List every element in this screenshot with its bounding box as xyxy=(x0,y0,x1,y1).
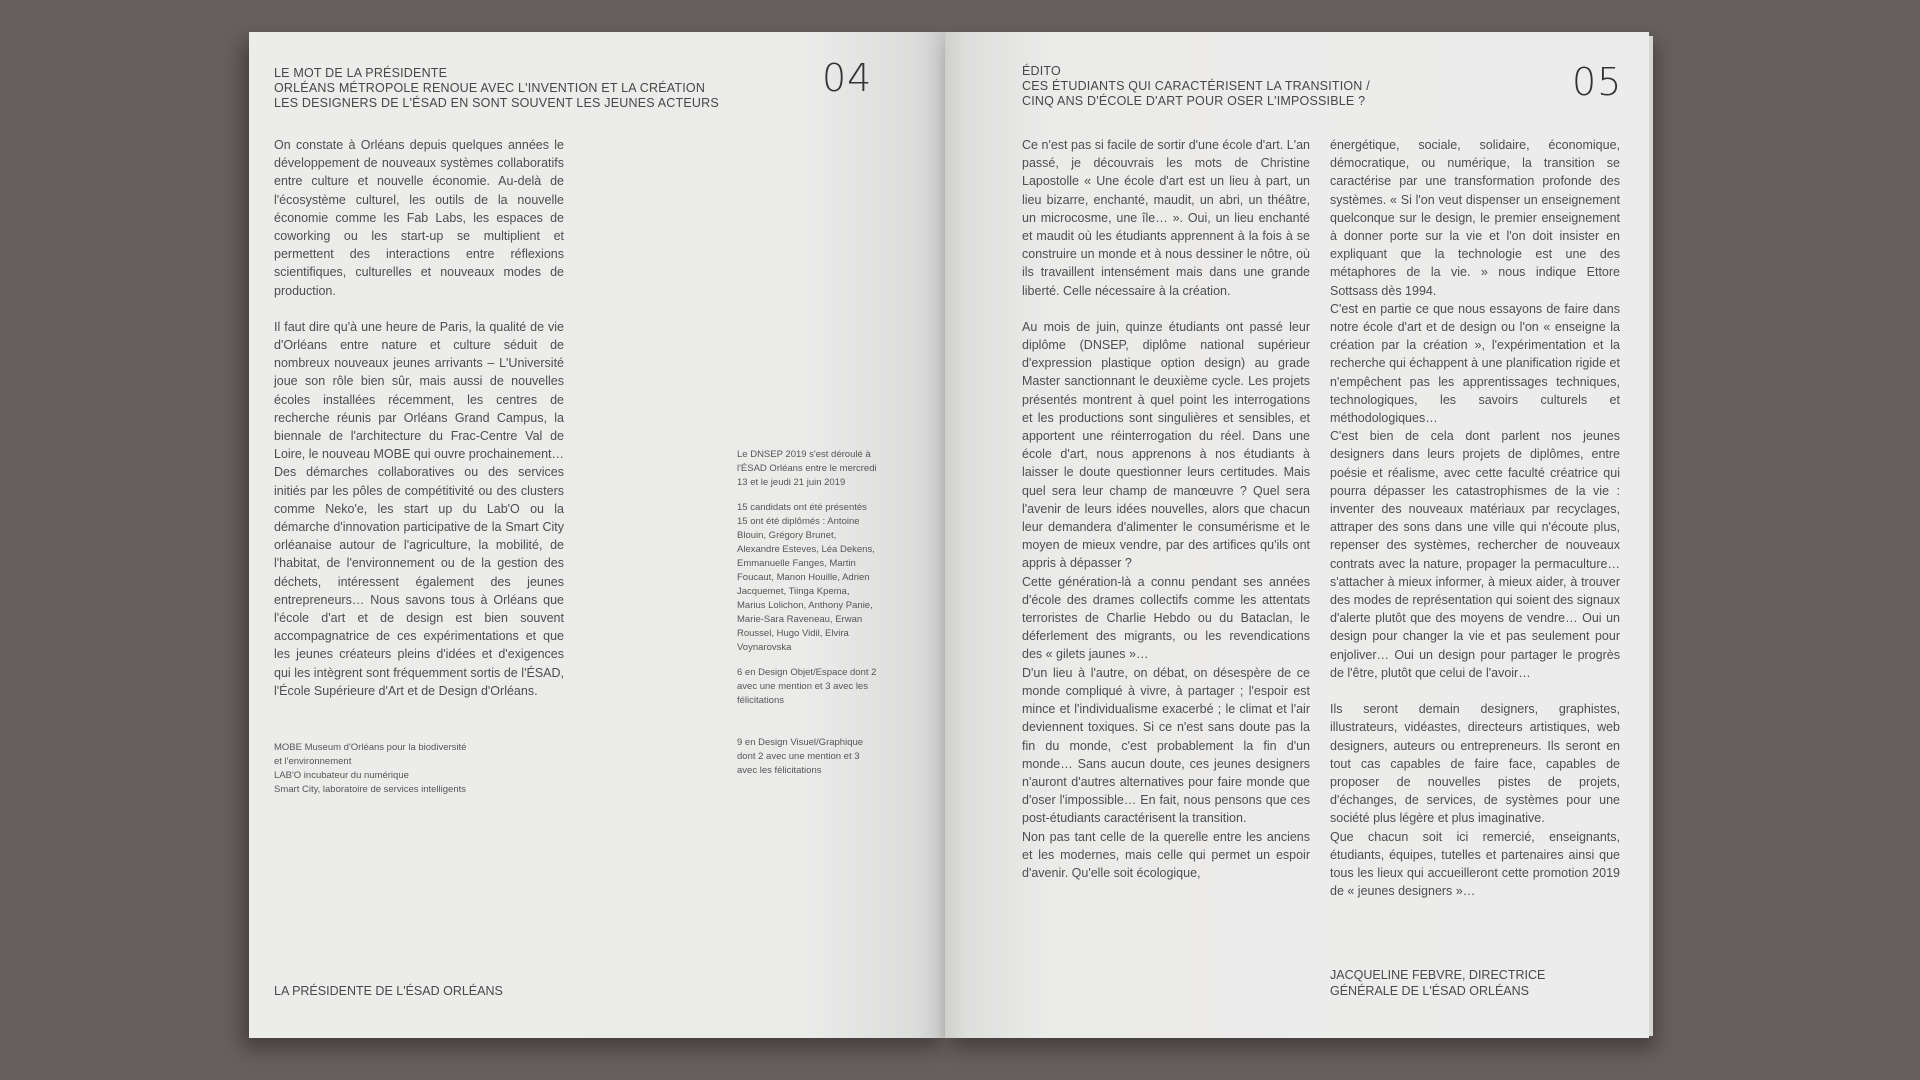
paragraph: Au mois de juin, quinze étudiants ont passé leur diplôme (DNSEP, diplôme national supérieur d'expression plastique option design) au grade Master sanctionnant le deuxième cycle. Les projets présentés montrent à quel point les interrogations et les productions sont singulières et sensibles, et apportent une réinterrogation du réel. Dans une école d'art, nous apprenons à nos étudiants à laisser le doute questionner leurs certitudes. Mais quel sera leur champ de manœuvre ? Quel sera l'avenir de leurs idées nouvelles, alors que chacun leur demandera d'alimenter le consumérisme et le moyen de mieux vendre, par des artifices qu'ils ont appris à dépasser ? xyxy=(1022,319,1310,571)
header-headline-1: ORLÉANS MÉTROPOLE RENOUE AVEC L'INVENTION ET LA CRÉATION xyxy=(274,81,706,95)
paragraph: Cette génération-là a connu pendant ses années d'école des drames collectifs comme les attentats terroristes de Charlie Hebdo ou du Bataclan, le déferlement des migrants, ou les revendications des « gilets jaunes »… xyxy=(1022,574,1310,662)
header-headline-2: CINQ ANS D'ÉCOLE D'ART POUR OSER L'IMPOSSIBLE ? xyxy=(1022,94,1366,108)
paragraph: Il faut dire qu'à une heure de Paris, la qualité de vie d'Orléans entre nature et culture séduit de nombreux nouveaux jeunes arrivants – L'Université joue son rôle bien sûr, mais aussi de nouvelles écoles installées récemment, les centres de recherche réunis par Orléans Grand Campus, la biennale de l'architecture du Frac-Centre Val de Loire, le nouveau MOBE qui ouvre prochainement… Des démarches collaboratives ou des services initiés par les pôles de compétitivité ou des clusters comme Neko'e, les start up du Lab'O ou la démarche d'innovation participative de la Smart City orléanaise autour de l'agriculture, la mobilité, de l'habitat, de l'environnement ou de la gestion des déchets, intéressent également des jeunes entrepreneurs… Nous savons tous à Orléans que l'école d'art et de design est bien souvent accompagnatrice de ces expérimentations et que les jeunes créateurs pleins d'idées et d'exigences qui les intègrent sont fréquemment sortis de l'ÉSAD, l'École Supérieure d'Art et de Design d'Orléans. xyxy=(274,319,564,698)
right-page-header xyxy=(1022,64,1370,109)
left-body-text xyxy=(274,136,564,700)
glossary-line: MOBE Museum d'Orléans pour la biodiversité xyxy=(274,742,467,753)
left-signature: LA PRÉSIDENTE DE L'ÉSAD ORLÉANS xyxy=(274,984,503,998)
signature-line: JACQUELINE FEBVRE, DIRECTRICE xyxy=(1330,968,1546,982)
paragraph: Ce n'est pas si facile de sortir d'une école d'art. L'an passé, je découvrais les mots de Christine Lapostolle « Une école d'art est un lieu à part, un lieu bizarre, enchanté, maudit, un abri, un théâtre, un microcosme, une île… ». Oui, un lieu enchanté et maudit où les étudiants apprennent à la fois à se construire un monde et à nous dessiner le nôtre, où ils travaillent intensément mais dans une grande liberté. Celle nécessaire à la création. xyxy=(1022,138,1310,298)
right-body-column-2 xyxy=(1330,136,1620,900)
page-number: 04 xyxy=(822,56,873,100)
paragraph: D'un lieu à l'autre, on débat, on désespère de ce monde compliqué à vivre, à partager ; l'espoir est mince et l'individualisme exacerbé ; le climat et l'air deviennent toxiques. Si ce n'est sans doute pas la fin du monde, c'est probablement la fin d'un monde… Sans aucun doute, ces jeunes designers n'auront d'autres alternatives pour faire monde que d'oser l'impossible… En fait, nous pensons que ces post-étudiants caractérisent la transition. xyxy=(1022,665,1310,826)
glossary-line: LAB'O incubateur du numérique xyxy=(274,770,409,781)
left-page xyxy=(249,32,945,1038)
signature-line: GÉNÉRALE DE L'ÉSAD ORLÉANS xyxy=(1330,983,1529,998)
glossary-line: et l'environnement xyxy=(274,756,352,767)
left-page-header xyxy=(274,66,719,111)
right-signature xyxy=(1330,968,1545,999)
sidebar-note: 9 en Design Visuel/Graphique dont 2 avec une mention et 3 avec les félicitations xyxy=(737,737,864,776)
header-section-title: ÉDITO xyxy=(1022,64,1061,78)
open-magazine-spread xyxy=(249,32,1649,1038)
right-body-column-1 xyxy=(1022,136,1310,882)
sidebar-note: 6 en Design Objet/Espace dont 2 avec une mention et 3 avec les félicitations xyxy=(737,667,877,706)
paragraph: C'est bien de cela dont parlent nos jeunes designers dans leurs projets de diplômes, entre poésie et réalisme, avec cette faculté créatrice qui pourra dépasser les catastrophismes de la vie : inventer des nouveaux matériaux par recyclages, attraper des sons dans une ville qui n'écoute plus, repenser des systèmes, rechercher de nouveaux contrats avec la nature, propager la permaculture… s'attacher à mieux informer, à mieux aider, à trouver des modes de représentation qui soient des signaux d'alerte plutôt que des moyens de vendre… Oui un design pour changer la vie et pas seulement pour enjoliver… Oui un design pour partager le progrès de l'être, plutôt que celui de l'avoir… xyxy=(1330,429,1620,680)
page-number: 05 xyxy=(1572,60,1623,104)
paragraph: énergétique, sociale, solidaire, économique, démocratique, ou numérique, la transition se caractérise par une transformation profonde des systèmes. « Si l'on veut dispenser un enseignement quelconque sur le design, le premier enseignement à donner porte sur la vie et l'on doit insister en expliquant que la technologie est une des métaphores de la vie. » nous indique Ettore Sottsass dès 1994. xyxy=(1330,138,1620,298)
paragraph: Ils seront demain designers, graphistes, illustrateurs, vidéastes, directeurs artistiques, web designers, auteurs ou entrepreneurs. Ils seront en tout cas capables de faire face, capables de proposer de nouvelles pistes de projets, d'échanges, de services, de systèmes pour une société plus légère et plus imaginative. xyxy=(1330,702,1620,826)
right-page xyxy=(945,32,1649,1038)
glossary-line: Smart City, laboratoire de services intelligents xyxy=(274,784,467,795)
paragraph: C'est en partie ce que nous essayons de faire dans notre école d'art et de design ou l'on « enseigne la création par la création », l'expérimentation et la recherche qui échappent à une planification rigide et n'empêchent pas les apprentissages techniques, technologiques, les savoirs culturels et méthodologiques… xyxy=(1330,301,1620,426)
header-headline-1: CES ÉTUDIANTS QUI CARACTÉRISENT LA TRANSITION / xyxy=(1022,79,1370,93)
paragraph: Que chacun soit ici remercié, enseignants, étudiants, équipes, tutelles et partenaires ainsi que tous les lieux qui accueilleront cette promotion 2019 de « jeunes designers »… xyxy=(1330,829,1620,899)
sidebar-note: 15 candidats ont été présentés 15 ont été diplômés : Antoine Blouin, Grégory Brunet, Alexandre Esteves, Léa Dekens, Emmanuelle Fanges, Martin Foucaut, Manon Houille, Adrien Jacquemet, Tiinga Kpema, Marius Lolichon, Anthony Panie, Marie-Sara Raveneau, Erwan Roussel, Hugo Vidil, Elvira Voynarovska xyxy=(737,502,875,653)
paragraph: Non pas tant celle de la querelle entre les anciens et les modernes, mais celle qui permet un espoir d'avenir. Qu'elle soit écologique, xyxy=(1022,829,1310,880)
sidebar-notes xyxy=(737,448,877,789)
sidebar-note: Le DNSEP 2019 s'est déroulé à l'ÉSAD Orléans entre le mercredi 13 et le jeudi 21 juin 2019 xyxy=(737,449,877,488)
header-headline-2: LES DESIGNERS DE L'ÉSAD EN SONT SOUVENT LES JEUNES ACTEURS xyxy=(274,96,719,110)
glossary-notes xyxy=(274,741,504,797)
paragraph: On constate à Orléans depuis quelques années le développement de nouveaux systèmes collaboratifs entre culture et nouvelle économie. Au-delà de l'écosystème culturel, les outils de la nouvelle économie comme les Fab Labs, les espaces de coworking ou les start-up se multiplient et permettent des interactions entre réflexions scientifiques, culturelles et nouveaux modes de production. xyxy=(274,138,564,298)
header-section-title: LE MOT DE LA PRÉSIDENTE xyxy=(274,66,448,80)
